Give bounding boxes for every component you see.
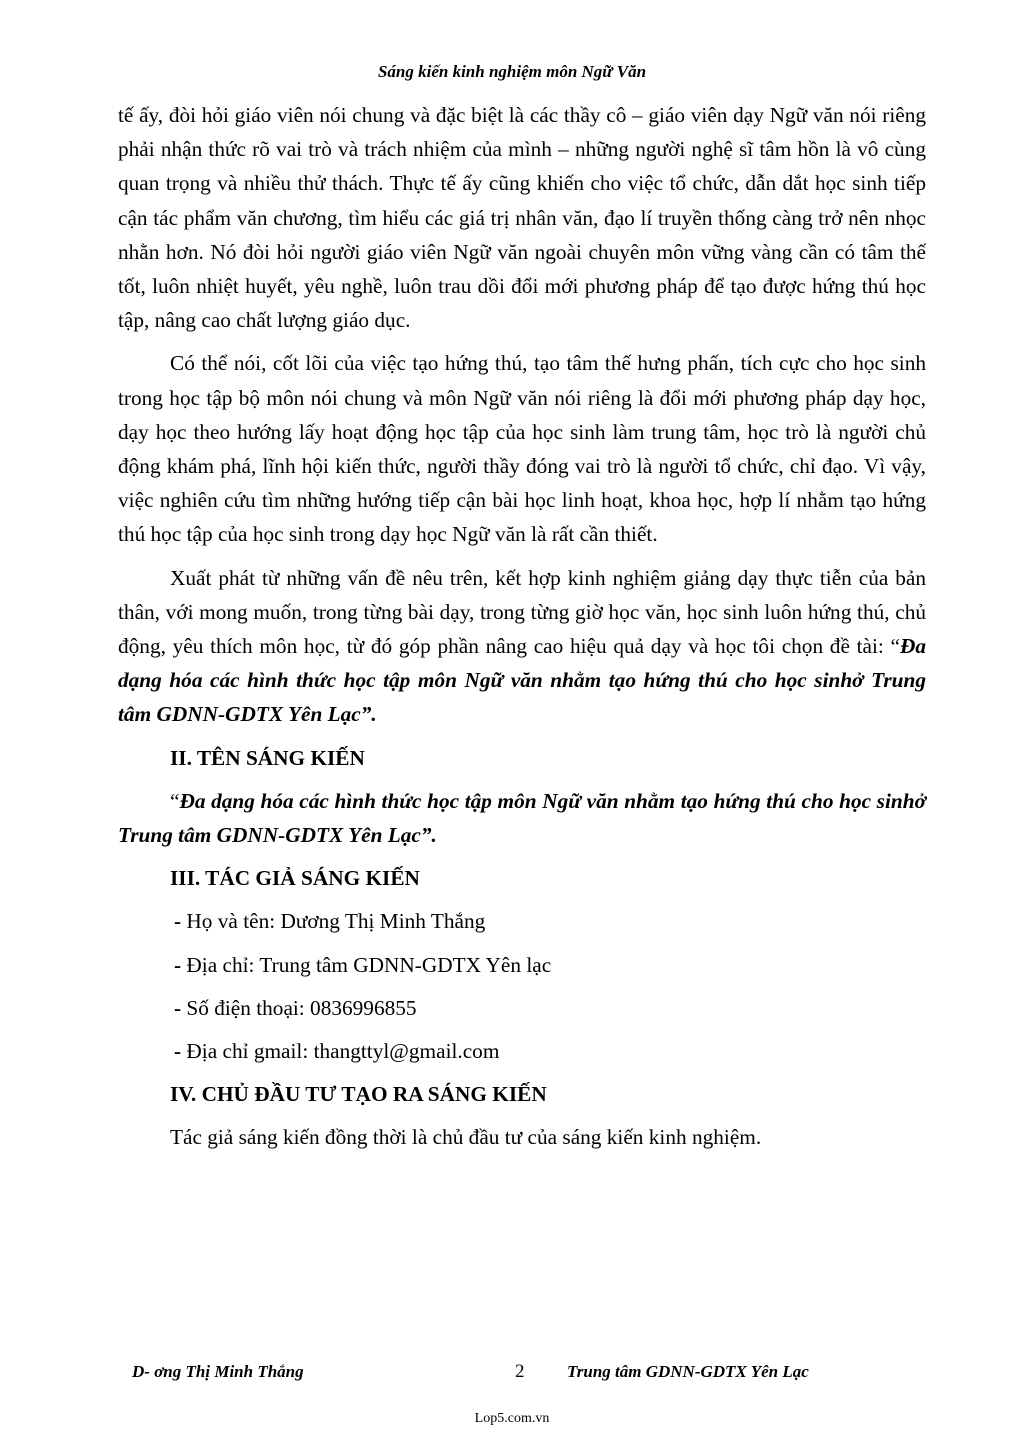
- author-phone: Số điện thoại: 0836996855: [181, 995, 417, 1020]
- running-header: Sáng kiến kinh nghiệm môn Ngữ Văn: [377, 62, 647, 81]
- section-4-heading: IV. CHỦ ĐẦU TƯ TẠO RA SÁNG KIẾN: [170, 1082, 547, 1107]
- section-3-heading: III. TÁC GIẢ SÁNG KIẾN: [170, 866, 420, 891]
- section-2-title: [118, 784, 926, 852]
- author-email-item: [118, 1034, 926, 1068]
- paragraph-3: [118, 561, 926, 732]
- paragraph-1: tế ấy, đòi hỏi giáo viên nói chung và đặc biệt là các thầy cô – giáo viên dạy Ngữ văn nói riêng phải nhận thức rõ vai trò và trách nhiệm của mình – những người nghệ sĩ tâm hồn là vô cùng quan trọng và nhiều thử thách. Thực tế ấy cũng khiến cho việc tổ chức, dẫn dắt học sinh tiếp cận tác phẩm văn chương, tìm hiểu các giá trị nhân văn, đạo lí truyền thống càng trở nên nhọc nhằn hơn. Nó đòi hỏi người giáo viên Ngữ văn ngoài chuyên môn vững vàng cần có tâm thế tốt, luôn nhiệt huyết, yêu nghề, luôn trau dồi đổi mới phương pháp để tạo được hứng thú học tập, nâng cao chất lượng giáo dục.: [118, 103, 926, 333]
- list-dash: -: [174, 952, 182, 977]
- paragraph-2: Có thể nói, cốt lõi của việc tạo hứng thú, tạo tâm thế hưng phấn, tích cực cho học sinh trong học tập bộ môn nói chung và môn Ngữ văn nói riêng là đổi mới phương pháp dạy học, dạy học theo hướng lấy hoạt động học tập của học sinh làm trung tâm, học trò là người chủ động khám phá, lĩnh hội kiến thức, người thầy đóng vai trò là người tổ chức, chỉ đạo. Vì vậy, việc nghiên cứu tìm những hướng tiếp cận bài học linh hoạt, khoa học, hợp lí nhằm tạo hứng thú học tập của học sinh trong dạy học Ngữ văn là rất cần thiết.: [118, 351, 926, 547]
- topic-title: Đa dạng hóa các hình thức học tập môn Ngữ văn nhằm tạo hứng thú cho học sinhở Trung tâm GDNN-GDTX Yên Lạc”.: [118, 634, 926, 727]
- list-dash: -: [174, 909, 182, 934]
- list-dash: -: [174, 1039, 182, 1064]
- footer-center-name: Trung tâm GDNN-GDTX Yên Lạc: [567, 1362, 809, 1381]
- page-number: 2: [515, 1361, 525, 1382]
- section-4-text: Tác giả sáng kiến đồng thời là chủ đầu tư của sáng kiến kinh nghiệm.: [170, 1125, 762, 1150]
- author-phone-item: [118, 991, 926, 1025]
- initiative-name: Đa dạng hóa các hình thức học tập môn Ngữ văn nhằm tạo hứng thú cho học sinhở Trung tâm GDNN-GDTX Yên Lạc”.: [118, 788, 926, 848]
- author-address: Địa chỉ: Trung tâm GDNN-GDTX Yên lạc: [181, 952, 552, 977]
- list-dash: -: [174, 995, 182, 1020]
- author-name: Họ và tên: Dương Thị Minh Thắng: [181, 909, 486, 934]
- footer-author: D- ơng Thị Minh Thắng: [132, 1362, 304, 1381]
- author-email: Địa chỉ gmail: thangttyl@gmail.com: [181, 1039, 500, 1064]
- author-address-item: [118, 948, 926, 982]
- site-watermark[interactable]: Lop5.com.vn: [474, 1411, 550, 1426]
- body-text: [118, 98, 926, 1164]
- section-2-heading: II. TÊN SÁNG KIẾN: [170, 745, 365, 770]
- author-name-item: [118, 904, 926, 938]
- paragraph-3-text: Xuất phát từ những vấn đề nêu trên, kết hợp kinh nghiệm giảng dạy thực tiễn của bản thân, với mong muốn, trong từng bài dạy, trong từng giờ học văn, học sinh luôn hứng thú, chủ động, yêu thích môn học, từ đó góp phần nâng cao hiệu quả dạy và học tôi chọn đề tài: “: [118, 565, 926, 659]
- open-quote: “: [170, 788, 180, 813]
